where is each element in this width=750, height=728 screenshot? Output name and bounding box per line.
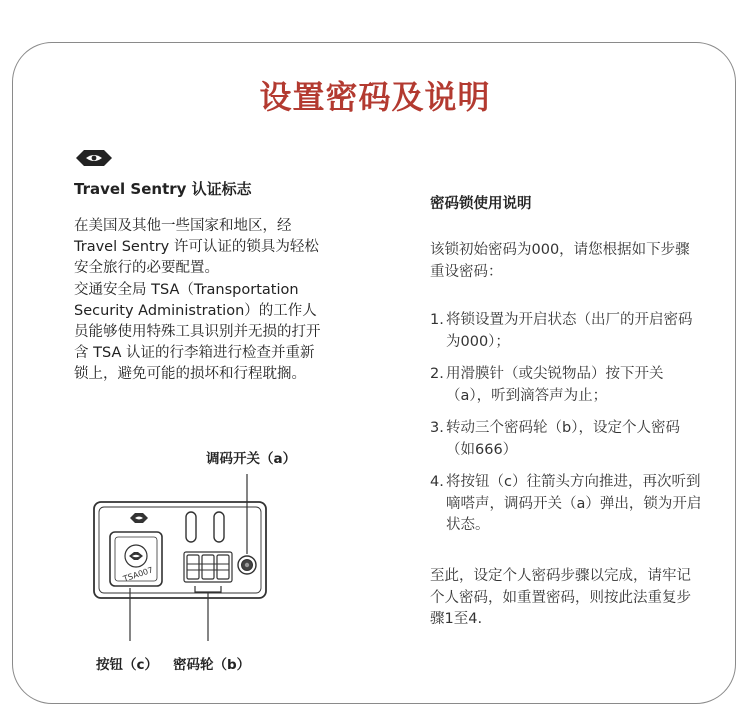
step-number: 1. — [430, 312, 444, 328]
step-text: 用滑膜针（或尖锐物品）按下开关（a），听到滴答声为止； — [446, 366, 664, 404]
instruction-step — [430, 472, 705, 537]
step-text: 转动三个密码轮（b），设定个人密码（如666） — [446, 420, 680, 458]
travel-sentry-heading: Travel Sentry 认证标志 — [74, 180, 252, 198]
step-number: 3. — [430, 420, 444, 436]
step-text: 将按钮（c）往箭头方向推进，再次听到嘀嗒声，调码开关（a）弹出，锁为开启状态。 — [446, 474, 702, 533]
step-number: 4. — [430, 474, 444, 490]
travel-sentry-diamond-icon — [74, 148, 114, 168]
upper-slot-icon — [214, 512, 224, 542]
page-title: 设置密码及说明 — [259, 78, 491, 116]
instruction-step — [430, 364, 705, 407]
upper-slot-icon — [186, 512, 196, 542]
code-wheel-label: 密码轮（b） — [173, 657, 251, 673]
dial-switch-label: 调码开关（a） — [206, 451, 297, 467]
lock-instructions-footer: 至此，设定个人密码步骤以完成，请牢记个人密码，如重置密码，则按此法重复步骤1至4. — [430, 568, 691, 627]
svg-text:TSA007: TSA007 — [122, 565, 155, 584]
description-paragraph-1: 在美国及其他一些国家和地区，经Travel Sentry 许可认证的锁具为轻松安全旅行的必要配置。 — [74, 218, 319, 277]
lock-instructions-intro: 该锁初始密码为000，请您根据如下步骤重设密码： — [430, 242, 690, 280]
instruction-step — [430, 418, 705, 461]
step-text: 将锁设置为开启状态（出厂的开启密码为000）； — [446, 312, 693, 350]
travel-sentry-description — [74, 216, 326, 386]
instruction-steps — [430, 310, 705, 548]
push-button-label: 按钮（c） — [96, 657, 159, 673]
instruction-step — [430, 310, 705, 353]
code-wheels-icon — [184, 552, 232, 582]
step-number: 2. — [430, 366, 444, 382]
lock-instructions-heading: 密码锁使用说明 — [430, 196, 532, 212]
description-paragraph-2: 交通安全局 TSA（Transportation Security Administration）的工作人员能够使用特殊工具识别并无损的打开含 TSA 认证的行李箱进行检查并重新锁上，避免可能的损坏和行程耽搁。 — [74, 281, 321, 383]
dial-switch-icon — [238, 556, 256, 574]
lock-diagram — [90, 448, 290, 648]
